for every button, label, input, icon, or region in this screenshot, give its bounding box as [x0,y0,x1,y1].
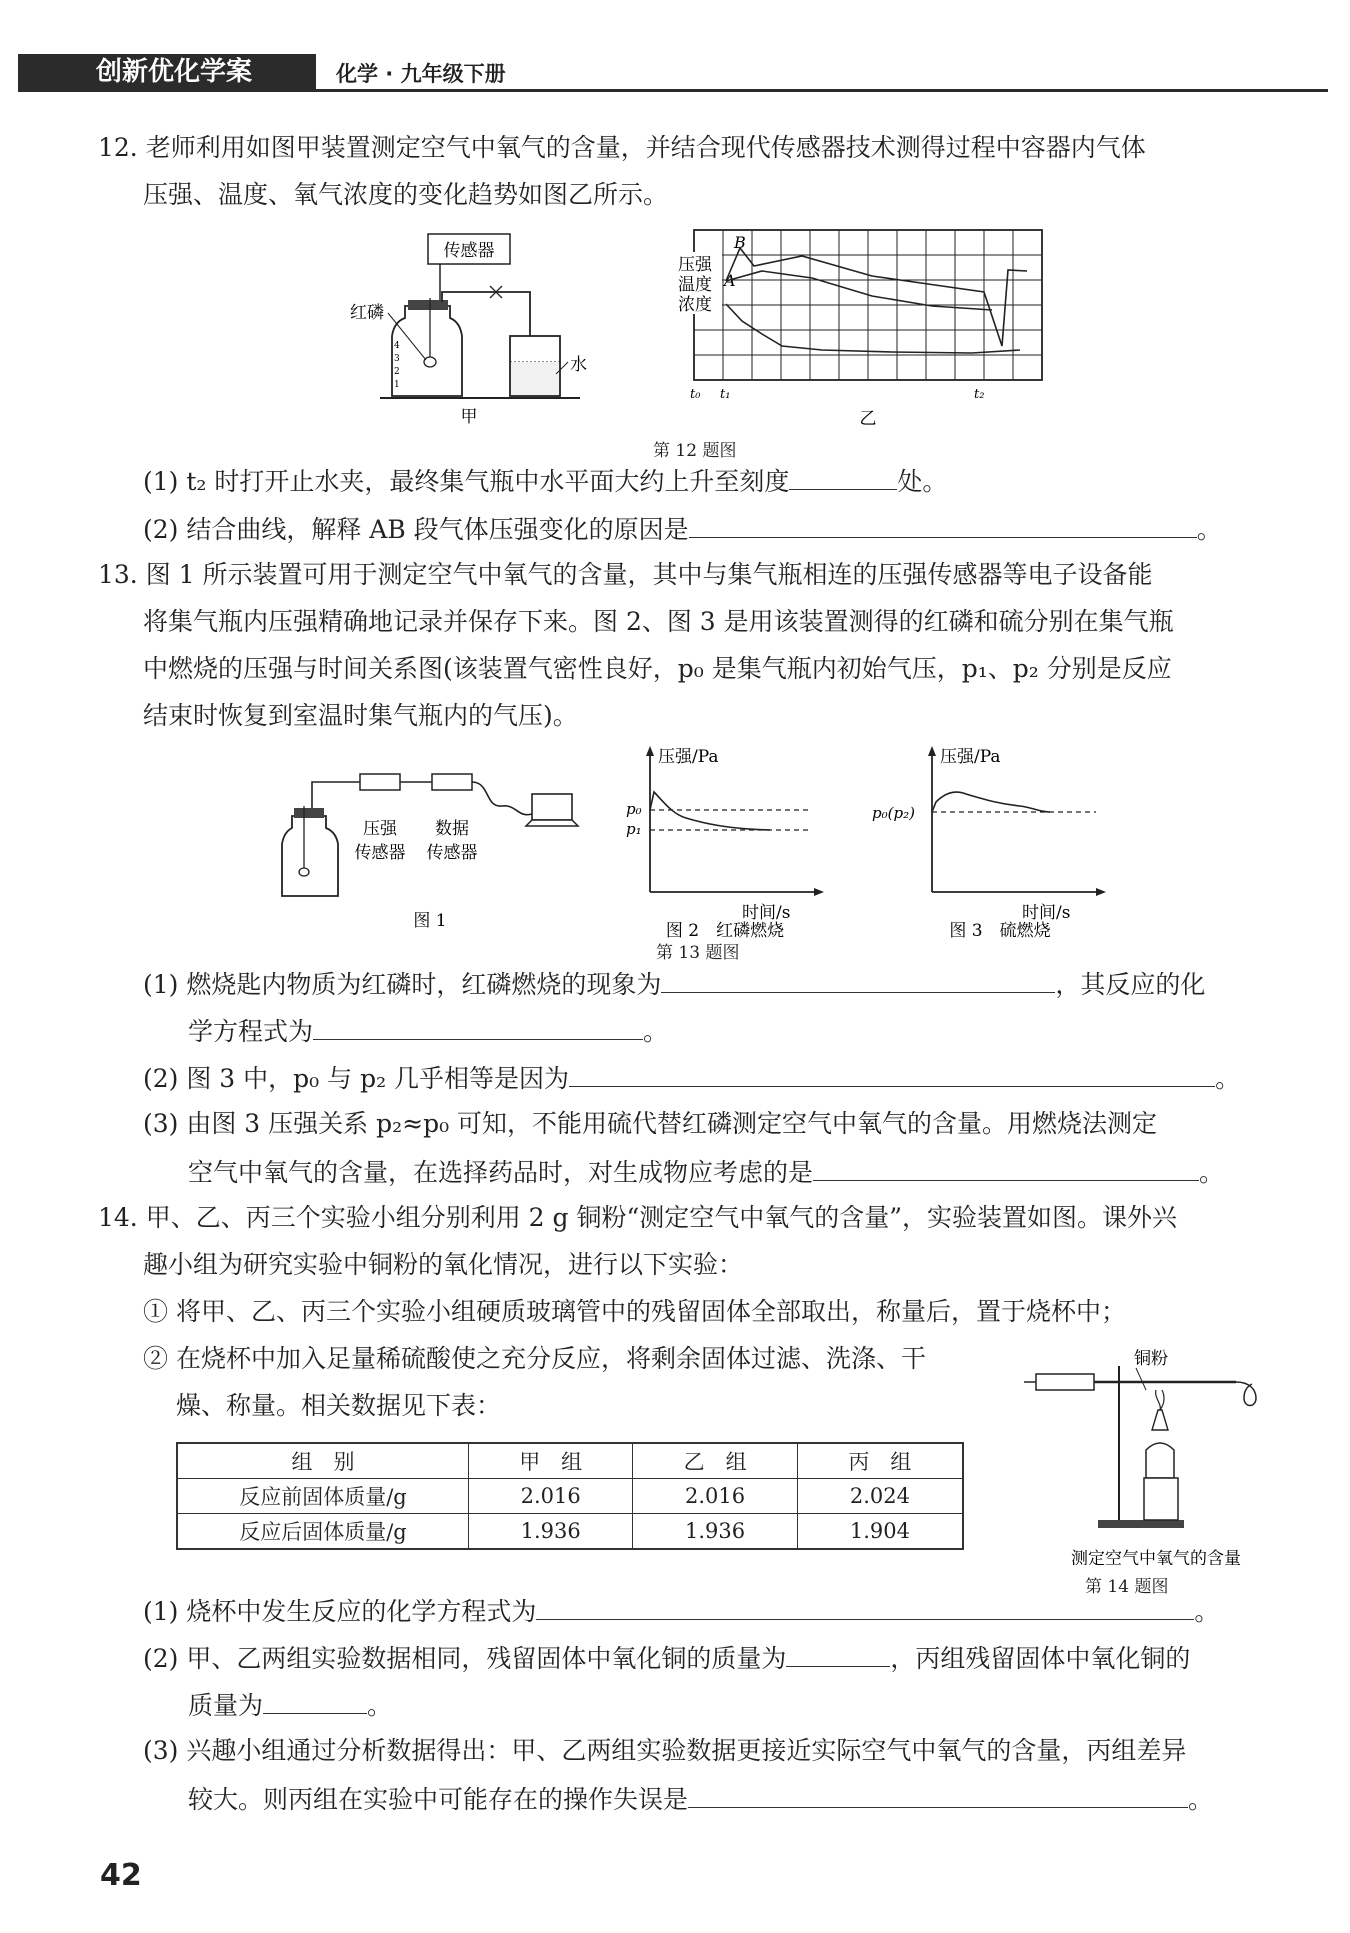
copper-powder-label: 铜粉 [1134,1349,1168,1369]
q13-sub1-blank-phenomenon[interactable] [661,966,1055,993]
q14-sub1: (1) 烧杯中发生反应的化学方程式为 。 [143,1593,1219,1629]
pressure-label: 压强 [678,255,712,275]
svg-text:数据: 数据 [435,819,469,839]
q14-sub3-line1: (3) 兴趣小组通过分析数据得出：甲、乙两组实验数据更接近实际空气中氧气的含量，丙组差异 [143,1736,1187,1765]
q14-sub3-line2: 较大。则丙组在实验中可能存在的操作失误是 。 [188,1781,1213,1817]
q12-stem-line1: 12. 老师利用如图甲装置测定空气中氧气的含量，并结合现代传感器技术测得过程中容器内气体 [98,133,1146,162]
q14-sub2-blank-bing[interactable] [263,1687,367,1714]
q13-sub2: (2) 图 3 中，p₀ 与 p₂ 几乎相等是因为 。 [143,1060,1240,1096]
q12-sub1: (1) t₂ 时打开止水夹，最终集气瓶中水平面大约上升至刻度 处。 [143,463,947,499]
svg-text:2: 2 [394,367,400,377]
point-a-label: A [724,271,736,290]
fig-jia-label: 甲 [460,407,478,427]
svg-text:4: 4 [394,341,400,351]
q12-sub1-blank[interactable] [789,463,897,490]
q14-sub2: (2) 甲、乙两组实验数据相同，残留固体中氧化铜的质量为 ，丙组残留固体中氧化铜的 [143,1640,1190,1676]
lamp-stand [1144,1478,1178,1520]
svg-text:图 3 硫燃烧: 图 3 硫燃烧 [949,921,1051,938]
page-number: 42 [100,1858,142,1893]
svg-text:时间/s: 时间/s [742,903,791,923]
gas-bottle [392,306,462,396]
iron-stand-base [1098,1520,1184,1528]
q14-sub2-line2: 质量为 。 [188,1687,392,1723]
q14-stem-line2: 趣小组为研究实验中铜粉的氧化情况，进行以下实验： [143,1250,744,1279]
q12-sub2: (2) 结合曲线，解释 AB 段气体压强变化的原因是 。 [143,511,1222,547]
table-row: 反应前固体质量/g 2.016 2.016 2.024 [177,1479,963,1514]
computer-base [526,820,578,826]
svg-text:1: 1 [394,380,400,390]
q14-data-table [176,1442,964,1550]
svg-text:时间/s: 时间/s [1022,903,1071,923]
q13-sub1-blank-equation[interactable] [313,1013,643,1040]
q12-figure-caption: 第 12 题图 [653,441,737,461]
svg-text:图 2 红磷燃烧: 图 2 红磷燃烧 [665,921,785,938]
q13-sub1: (1) 燃烧匙内物质为红磷时，红磷燃烧的现象为 ，其反应的化 [143,966,1205,1002]
q13-stem-line1: 13. 图 1 所示装置可用于测定空气中氧气的含量，其中与集气瓶相连的压强传感器等电子设备能 [98,560,1153,589]
q14-step2-line2: 燥、称量。相关数据见下表： [176,1391,502,1420]
svg-text:p₁: p₁ [626,820,642,838]
t0-label: t₀ [690,387,701,402]
q14-sub2-blank-jia-yi[interactable] [786,1640,890,1667]
syringe [1036,1374,1094,1390]
grid [694,230,1042,380]
gas-bottle [282,816,338,896]
alcohol-lamp [1146,1443,1174,1478]
q13-sub3-blank[interactable] [813,1154,1199,1181]
balloon [1236,1382,1256,1406]
svg-text:传感器: 传感器 [354,843,406,863]
q13-stem-line3: 中燃烧的压强与时间关系图(该装置气密性良好，p₀ 是集气瓶内初始气压，p₁、p₂ 分别是反应 [143,654,1172,683]
data-sensor-box [432,774,472,790]
svg-text:压强: 压强 [363,819,397,839]
q13-sub3-line1: (3) 由图 3 压强关系 p₂≈p₀ 可知，不能用硫代替红磷测定空气中氧气的含量。用燃烧法测定 [143,1109,1158,1138]
q14-figure-caption: 第 14 题图 [1085,1577,1169,1597]
concentration-label: 浓度 [678,295,712,315]
svg-text:3: 3 [394,354,400,364]
sulfur-curve [932,792,1050,812]
q14-sub1-blank[interactable] [536,1593,1194,1620]
fig-yi-label: 乙 [859,409,877,429]
t1-label: t₁ [720,387,731,402]
q13-figure-1 [280,746,600,936]
bottle-stopper [294,808,324,818]
combustion-spoon [424,357,436,367]
q12-stem-line2: 压强、温度、氧气浓度的变化趋势如图乙所示。 [143,180,669,209]
q13-stem-line2: 将集气瓶内压强精确地记录并保存下来。图 2、图 3 是用该装置测得的红磷和硫分别在集气瓶 [143,607,1174,636]
point-b-label: B [734,233,746,252]
svg-text:压强/Pa: 压强/Pa [940,747,1001,767]
water-label: 水 [570,355,587,375]
header-rule [18,89,1328,92]
table-row: 反应后固体质量/g 1.936 1.936 1.904 [177,1514,963,1550]
q13-figure-caption: 第 13 题图 [656,943,740,963]
temperature-label: 温度 [678,275,712,295]
t2-label: t₂ [974,387,985,402]
red-phosphorus-curve [650,792,770,830]
q14-sub3-blank[interactable] [688,1781,1188,1808]
computer-screen [532,794,572,820]
q13-sub3-line2: 空气中氧气的含量，在选择药品时，对生成物应考虑的是 。 [188,1154,1224,1190]
sensor-label: 传感器 [443,241,495,261]
red-phosphorus-label: 红磷 [350,303,384,323]
q13-figure-2 [620,742,830,938]
series-title: 创新优化学案 [18,54,316,90]
q13-figure-3 [870,742,1110,938]
svg-text:压强/Pa: 压强/Pa [658,747,719,767]
q13-stem-line4: 结束时恢复到室温时集气瓶内的气压)。 [143,701,578,730]
flame-icon [1156,1390,1164,1410]
q14-step1: ① 将甲、乙、丙三个实验小组硬质玻璃管中的残留固体全部取出，称量后，置于烧杯中； [143,1297,1126,1326]
svg-text:传感器: 传感器 [426,843,478,863]
q14-figure [1016,1340,1296,1565]
q12-sub2-blank[interactable] [689,511,1197,538]
subject-title: 化学 · 九年级下册 [336,62,506,86]
svg-text:p₀(p₂): p₀(p₂) [872,804,915,822]
fig1-label: 图 1 [413,911,447,931]
q12-figure-yi [672,226,1052,432]
svg-text:p₀: p₀ [626,800,642,818]
q13-sub2-blank[interactable] [569,1060,1215,1087]
pressure-sensor-box [360,774,400,790]
q13-sub1-line2: 学方程式为 。 [188,1013,668,1049]
q14-figure-title: 测定空气中氧气的含量 [1071,1549,1241,1565]
q14-stem-line1: 14. 甲、乙、丙三个实验小组分别利用 2 g 铜粉“测定空气中氧气的含量”，实验装置如图。课外兴 [98,1203,1178,1232]
table-header-row: 组 别 甲 组 乙 组 丙 组 [177,1443,963,1479]
q12-figure-jia [350,228,610,428]
q14-step2-line1: ② 在烧杯中加入足量稀硫酸使之充分反应，将剩余固体过滤、洗涤、干 [143,1344,926,1373]
